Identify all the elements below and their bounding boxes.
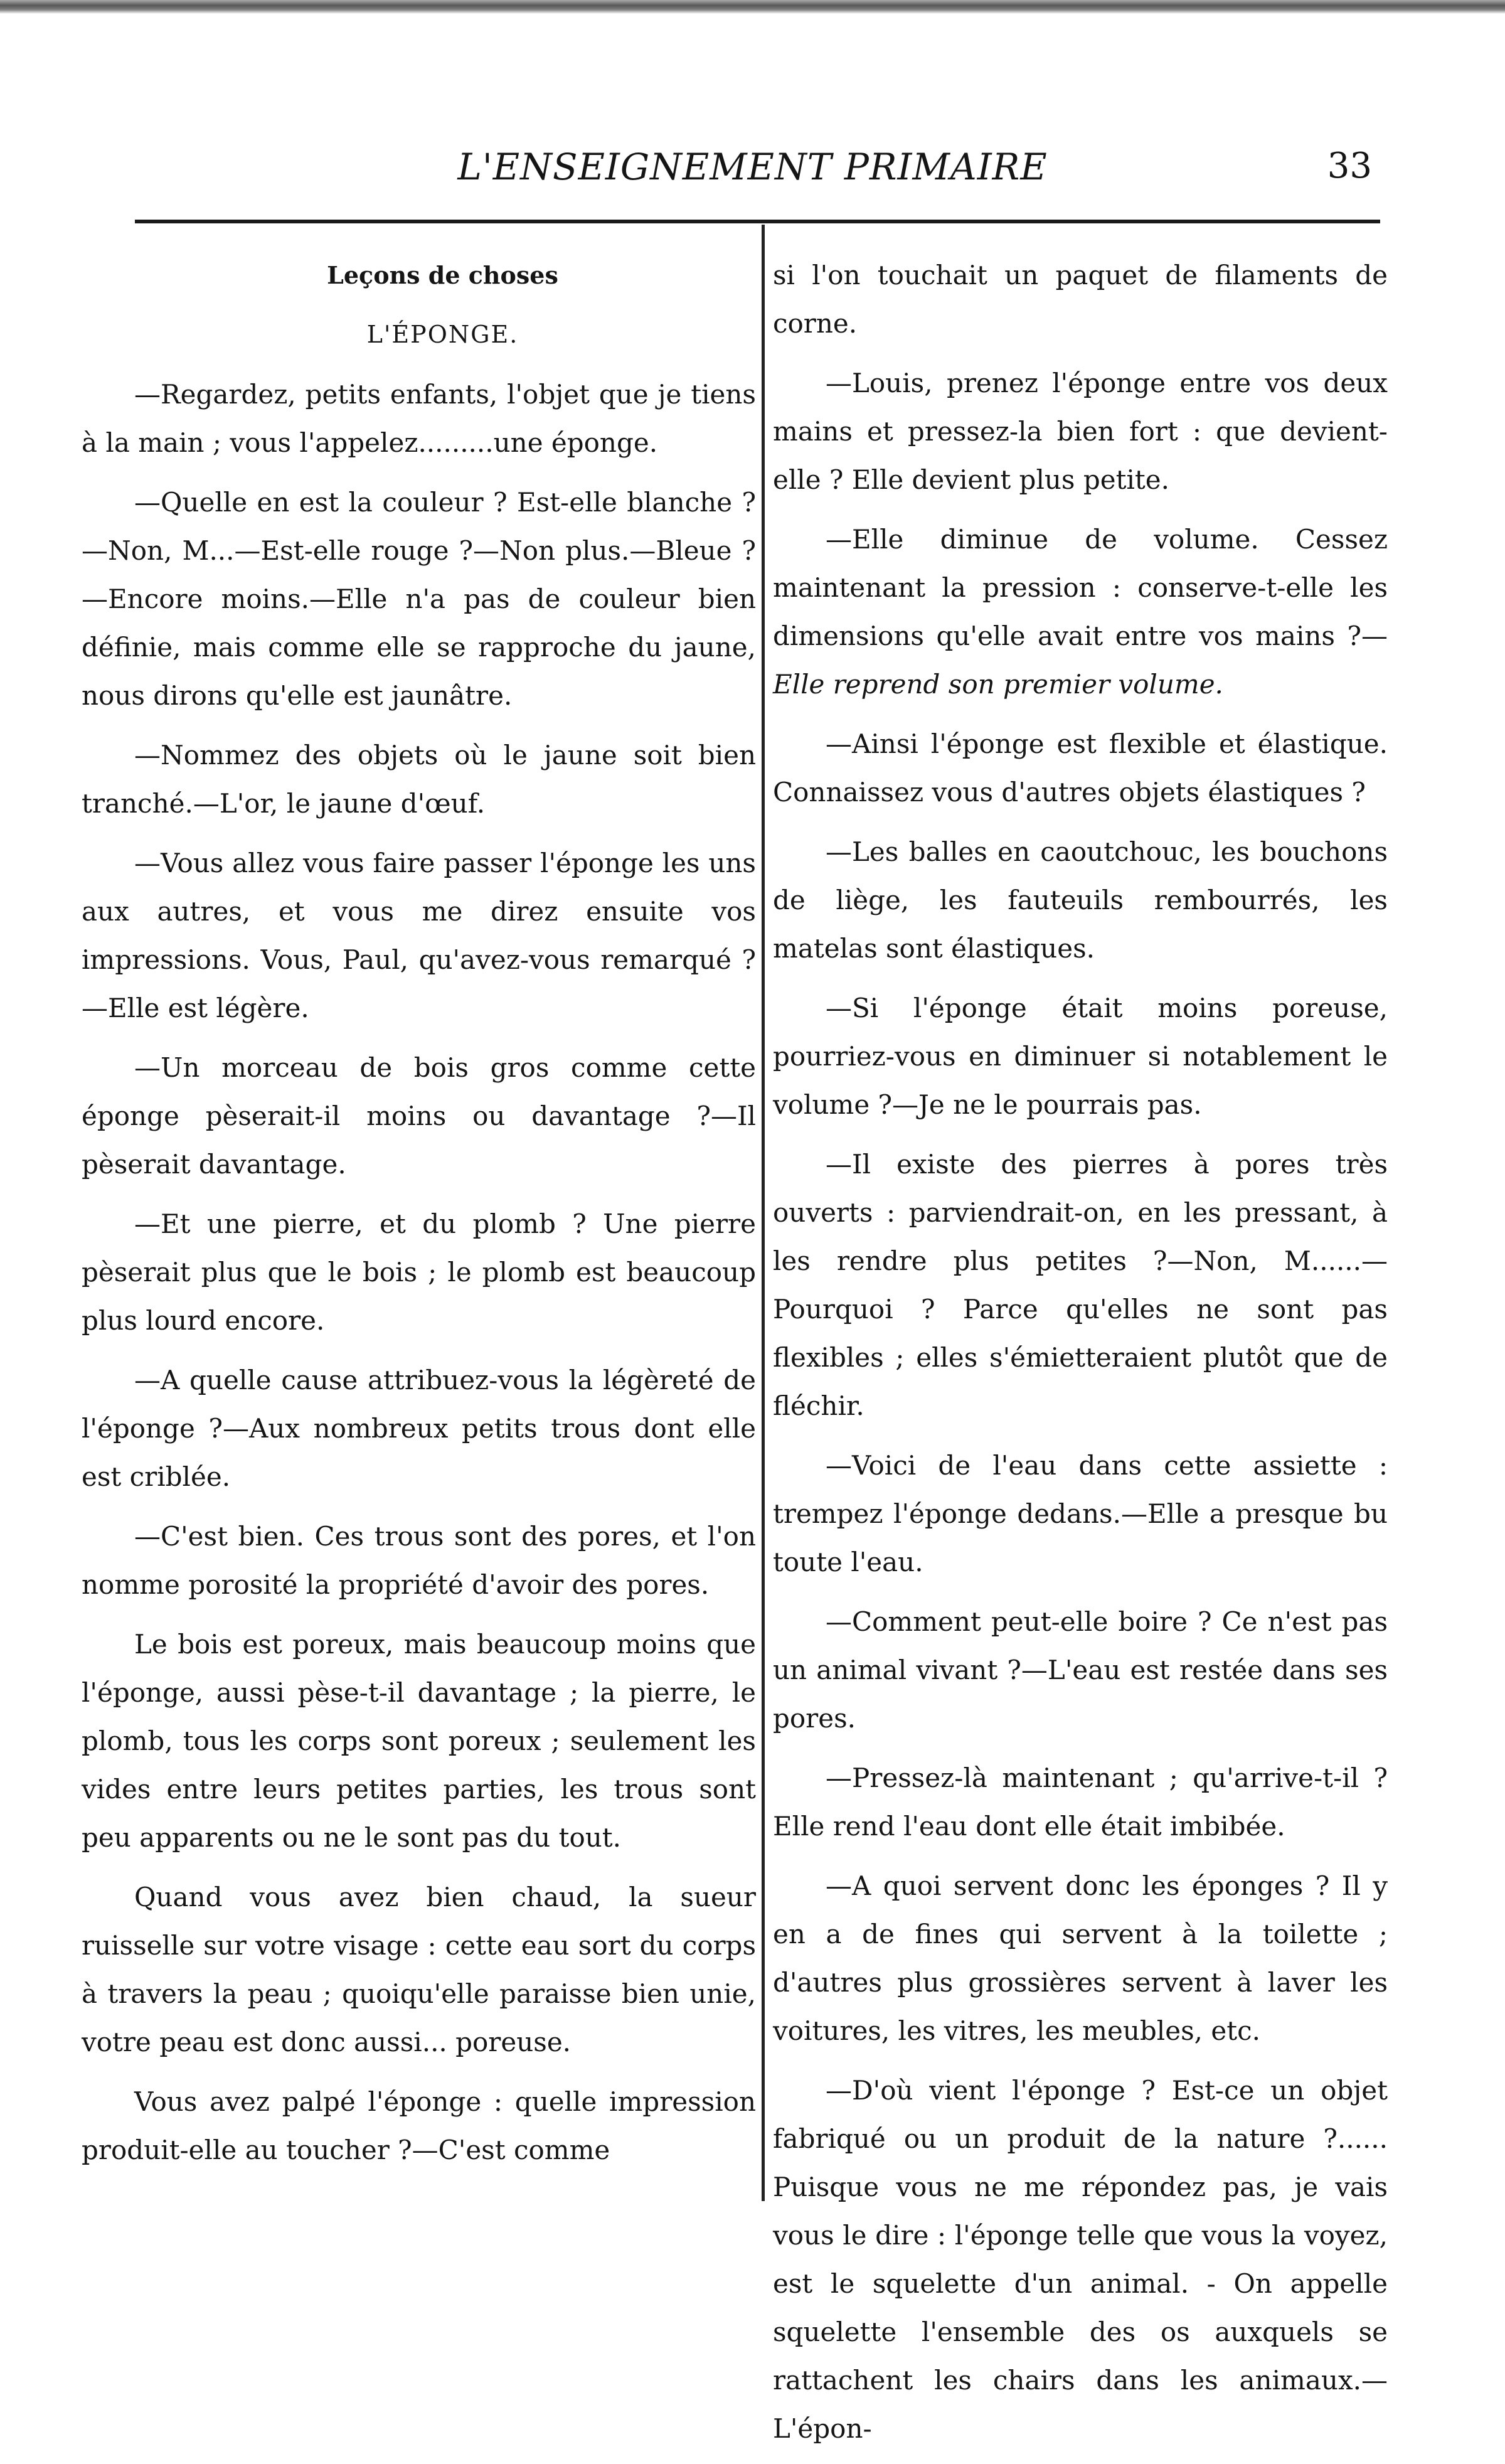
left-column [82,251,756,2185]
right-column [773,251,1388,2464]
paragraph: —Un morceau de bois gros comme cette éponge pèserait-il moins ou davantage ?—Il pèserait davantage. [82,1052,756,1180]
paragraph: —Regardez, petits enfants, l'objet que je tiens à la main ; vous l'appelez.........une éponge. [82,379,756,458]
page-number: 33 [1327,146,1372,186]
paragraph: Vous avez palpé l'éponge : quelle impression produit-elle au toucher ?—C'est comme [82,2086,756,2165]
paragraph: —Et une pierre, et du plomb ? Une pierre pèserait plus que le bois ; le plomb est beaucoup plus lourd encore. [82,1208,756,1336]
paragraph: —Nommez des objets où le jaune soit bien tranché.—L'or, le jaune d'œuf. [82,740,756,819]
paragraph: —A quelle cause attribuez-vous la légèreté de l'éponge ?—Aux nombreux petits trous dont elle est criblée. [82,1365,756,1492]
paragraph: —Il existe des pierres à pores très ouverts : parviendrait-on, en les pressant, à les rendre plus petites ?—Non, M......—Pourquoi ? Parce qu'elles ne sont pas flexibles ; elles s'émietteraient plutôt que de fléchir. [773,1149,1388,1421]
scan-edge-artifact [0,0,1505,14]
paragraph: —D'où vient l'éponge ? Est-ce un objet fabriqué ou un produit de la nature ?...... Puisque vous ne me répondez pas, je vais vous le dire : l'éponge telle que vous la voyez, est le squelette d'un animal. - On appelle squelette l'ensemble des os auxquels se rattachent les chairs dans les animaux.—L'épon- [773,2075,1388,2444]
paragraph: —C'est bien. Ces trous sont des pores, et l'on nomme porosité la propriété d'avoir des pores. [82,1521,756,1600]
paragraph: —Pressez-là maintenant ; qu'arrive-t-il ? Elle rend l'eau dont elle était imbibée. [773,1763,1388,1842]
paragraph-text: —Elle diminue de volume. Cessez maintenant la pression : conserve-t-elle les dimensions qu'elle avait entre vos mains ?— [773,524,1388,651]
paragraph: —Voici de l'eau dans cette assiette : trempez l'éponge dedans.—Elle a presque bu toute l'eau. [773,1450,1388,1577]
paragraph-continued: si l'on touchait un paquet de filaments de corne. [773,260,1388,339]
paragraph: —Ainsi l'éponge est flexible et élastique. Connaissez vous d'autres objets élastiques ? [773,728,1388,808]
running-title: L'ENSEIGNEMENT PRIMAIRE [457,146,1048,188]
paragraph: —Quelle en est la couleur ? Est-elle blanche ?—Non, M...—Est-elle rouge ?—Non plus.—Bleue ?—Encore moins.—Elle n'a pas de couleur bien définie, mais comme elle se rapproche du jaune, nous dirons qu'elle est jaunâtre. [82,487,756,711]
paragraph: Le bois est poreux, mais beaucoup moins que l'éponge, aussi pèse-t-il davantage ; la pierre, le plomb, tous les corps sont poreux ; seulement les vides entre leurs petites parties, les trous sont peu apparents ou ne le sont pas du tout. [82,1629,756,1853]
italic-phrase: Elle reprend son premier volume. [773,669,1223,700]
paragraph: —Les balles en caoutchouc, les bouchons de liège, les fauteuils rembourrés, les matelas sont élastiques. [773,836,1388,964]
paragraph: —Si l'éponge était moins poreuse, pourriez-vous en diminuer si notablement le volume ?—Je ne le pourrais pas. [773,993,1388,1120]
paragraph: —Vous allez vous faire passer l'éponge les uns aux autres, et vous me direz ensuite vos impressions. Vous, Paul, qu'avez-vous remarqué ?—Elle est légère. [82,848,756,1023]
paragraph: —Comment peut-elle boire ? Ce n'est pas un animal vivant ?—L'eau est restée dans ses pores. [773,1606,1388,1734]
paragraph [773,515,1388,708]
paragraph: —Louis, prenez l'éponge entre vos deux mains et pressez-la bien fort : que devient-elle ? Elle devient plus petite. [773,368,1388,495]
paragraph: —A quoi servent donc les éponges ? Il y en a de fines qui servent à la toilette ; d'autres plus grossières servent à laver les voitures, les vitres, les meubles, etc. [773,1870,1388,2046]
paragraph: Quand vous avez bien chaud, la sueur ruisselle sur votre visage : cette eau sort du corps à travers la peau ; quoiqu'elle paraisse bien unie, votre peau est donc aussi... poreuse. [82,1882,756,2057]
column-divider [762,225,765,2201]
section-subtitle: L'ÉPONGE. [366,321,519,348]
section-title: Leçons de choses [327,261,558,289]
header-rule [135,220,1380,223]
